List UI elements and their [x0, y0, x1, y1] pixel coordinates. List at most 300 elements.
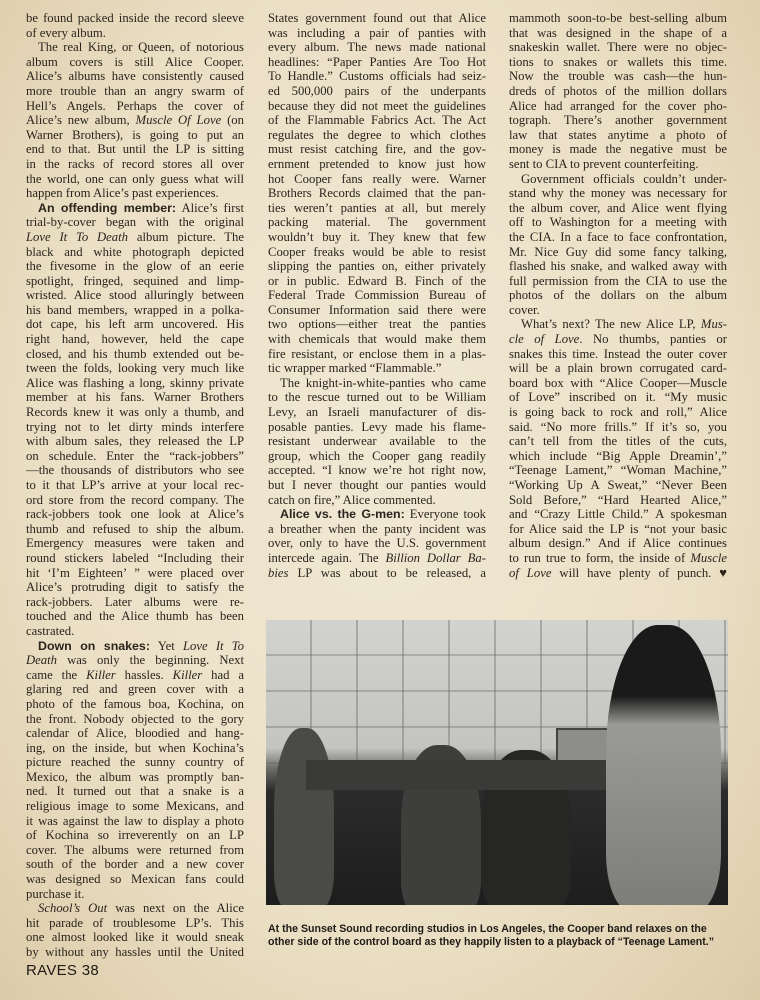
text-run: to run true to form, the inside of — [509, 550, 691, 565]
text-line — [268, 274, 486, 289]
text-line — [26, 332, 244, 347]
text-line — [26, 682, 244, 697]
text-run: States government found out that Alice — [268, 11, 486, 25]
text-run: cover. — [509, 302, 540, 317]
text-run: Alice’s protruding digit to satisfy the — [26, 580, 244, 595]
text-line — [268, 551, 486, 566]
text-run: board box with “Alice Cooper—Muscle — [509, 375, 727, 390]
text-run: had a — [202, 667, 244, 682]
text-line — [268, 245, 486, 260]
text-line — [26, 916, 244, 931]
text-run: snakes this time. Instead the outer cover — [509, 346, 727, 361]
text-run: but I never thought our panties would — [268, 478, 486, 492]
text-run: of every album. — [26, 25, 106, 40]
text-run: picture reached the sunny country of — [26, 755, 244, 770]
text-line — [26, 507, 244, 522]
text-run: packing material. The government — [268, 215, 486, 230]
text-run: album design.” And if Alice continues — [509, 536, 727, 551]
text-line — [509, 288, 727, 303]
text-run: dreds of photos of the million dollars — [509, 83, 727, 98]
text-line — [26, 390, 244, 405]
text-run: Emergency measures were taken and — [26, 536, 244, 551]
text-run: right hand, however, held the cape — [26, 332, 244, 347]
text-run: Government officials couldn’t under- — [521, 171, 727, 186]
text-line — [26, 653, 244, 668]
text-run: one almost looked like it would sneak — [26, 930, 244, 945]
text-line — [509, 215, 727, 230]
text-run: wristed. Alice stood alluringly between — [26, 288, 244, 303]
text-run: calendar of Alice, bloodied and hang- — [26, 726, 244, 741]
text-run: religious image to some Mexicans, and — [26, 799, 244, 814]
text-run: group, which the Cooper gang readily — [268, 448, 486, 463]
text-line — [509, 274, 727, 289]
text-line — [26, 668, 244, 683]
text-run: money is made the negative must be — [509, 142, 727, 157]
text-line — [26, 69, 244, 84]
text-line — [509, 449, 727, 464]
text-line — [268, 55, 486, 70]
text-line — [509, 434, 727, 449]
text-run: tween the folds, looking very much like — [26, 361, 244, 376]
text-line — [268, 405, 486, 420]
text-run: law that states anytime a photo of — [509, 127, 727, 142]
text-line — [26, 230, 244, 245]
text-line — [509, 69, 727, 84]
italic-title: Muscle Of Love — [135, 113, 222, 128]
text-run: trying not to let dirty minds interfere — [26, 419, 244, 434]
text-run: Mr. Nice Guy did some fancy talking, — [509, 244, 727, 259]
text-line — [26, 172, 244, 187]
text-run: with album sales, they released the LP — [26, 434, 244, 449]
text-line — [26, 157, 244, 172]
text-line — [26, 245, 244, 260]
text-line — [26, 843, 244, 858]
text-run: and “Crazy Little Child.” A spokesman — [509, 507, 727, 522]
text-run: is going back to rock and roll,” Alice — [509, 405, 727, 420]
text-line — [26, 945, 244, 960]
text-line — [268, 493, 486, 508]
text-line — [268, 186, 486, 201]
text-run: photos of the dollars on the album — [509, 288, 727, 303]
text-line — [509, 522, 727, 537]
text-line — [268, 128, 486, 143]
section-subhead: Alice vs. the G-men: — [280, 507, 405, 522]
text-line — [26, 770, 244, 785]
text-run: to the rescue turned out to be William — [268, 390, 486, 405]
text-run: ned. It turned out that a snake is a — [26, 784, 244, 799]
text-line — [26, 755, 244, 770]
text-line — [26, 215, 244, 230]
text-line — [268, 434, 486, 449]
text-run: Mexico, the album was promptly ban- — [26, 769, 244, 784]
text-line — [509, 376, 727, 391]
text-run: will have plenty of punch. — [551, 565, 712, 580]
text-run: was designed so Mexican fans could — [26, 872, 244, 887]
text-run: purchase it. — [26, 886, 85, 901]
text-run: round stickers labeled “Including their — [26, 550, 244, 565]
text-line — [26, 478, 244, 493]
text-line — [26, 288, 244, 303]
text-line — [509, 84, 727, 99]
text-run: ing, on the inside, but when Kochina’s — [26, 740, 244, 755]
text-run: Consumer Information said there were — [268, 302, 486, 317]
text-line — [268, 536, 486, 551]
section-subhead: An offending member: — [38, 200, 177, 215]
text-line — [26, 420, 244, 435]
text-run: fire resistant, or enclose them in a plas- — [268, 346, 486, 361]
text-line — [509, 230, 727, 245]
band-studio-photo — [266, 620, 728, 905]
text-run: snakeskin wallet. There were no objec- — [509, 40, 727, 55]
text-run: castrated. — [26, 623, 75, 638]
text-run: Alice’s albums have consistently caused — [26, 69, 244, 84]
text-run: the fivesome in the glow of an eerie — [26, 259, 244, 274]
text-run: accepted. “I know we’re hot right now, — [268, 463, 486, 478]
text-line — [26, 434, 244, 449]
text-line — [26, 726, 244, 741]
text-run: Alice was flashing a long, skinny private — [26, 375, 244, 390]
text-line — [26, 580, 244, 595]
text-line — [509, 26, 727, 41]
italic-title: cle of Love — [509, 332, 580, 347]
text-run: stand why the money was necessary for — [509, 186, 727, 201]
text-line — [26, 99, 244, 114]
text-line — [509, 420, 727, 435]
text-run: dot cape, his left arm uncovered. His — [26, 317, 244, 332]
text-run: the CIA. In a face to face confrontation, — [509, 229, 727, 244]
text-run: hot Cooper fans really were. Warner — [268, 171, 486, 186]
text-line — [509, 536, 727, 551]
text-run: to it that LP’s arrive at your local rec- — [26, 478, 244, 492]
text-line — [26, 303, 244, 318]
italic-title: Mus- — [700, 317, 727, 332]
text-run: member at his fans. Warner Brothers — [26, 390, 244, 405]
text-run: hassles. — [115, 667, 173, 682]
text-line — [26, 828, 244, 843]
text-run: of Kochina so irreverently on an LP — [26, 828, 244, 843]
person-4 — [606, 625, 721, 905]
text-line — [26, 274, 244, 289]
text-line — [268, 26, 486, 41]
article-column-3 — [509, 11, 727, 580]
text-line — [26, 930, 244, 945]
italic-title: Death — [26, 653, 58, 668]
text-run: in the racks of record stores all over — [26, 156, 244, 171]
text-line — [26, 566, 244, 581]
text-run: flashed his snake, and walked away with — [509, 259, 727, 274]
text-run: Sold Before,” “Hard Hearted Alice,” — [509, 492, 727, 507]
text-run: be found packed inside the record sleeve — [26, 11, 244, 25]
text-run: album picture. The — [128, 229, 244, 244]
text-line — [26, 624, 244, 639]
text-run: To Handle.” Customs officials had seiz- — [268, 69, 486, 84]
text-line — [509, 157, 727, 172]
text-line — [268, 361, 486, 376]
text-run: full permission from the CIA to use the — [509, 273, 727, 288]
text-line — [26, 493, 244, 508]
text-line — [268, 230, 486, 245]
text-line — [26, 784, 244, 799]
text-line — [509, 317, 727, 332]
text-line — [26, 113, 244, 128]
text-run: resistant underwear available to the — [268, 434, 486, 449]
text-line — [268, 303, 486, 318]
text-line — [509, 99, 727, 114]
text-line — [26, 11, 244, 26]
text-run: catch on fire,” Alice commented. — [268, 492, 436, 507]
text-run: Everyone took — [404, 507, 486, 522]
text-line — [26, 201, 244, 216]
text-line — [268, 69, 486, 84]
text-run: Records knew it was only a thumb, and — [26, 405, 244, 420]
text-line — [509, 113, 727, 128]
section-subhead: Down on snakes: — [38, 638, 150, 653]
text-run: ties weren’t panties at all, but merely — [268, 200, 486, 215]
text-run: cover. The albums were returned from — [26, 842, 244, 857]
text-line — [26, 142, 244, 157]
text-run: on schedule. Enter the “rack-jobbers” — [26, 448, 244, 463]
text-run: which include “Big Apple Dreamin’,” — [509, 448, 727, 463]
text-run: a breather when the panty incident was — [268, 521, 486, 536]
text-run: Brothers Records claimed that the pan- — [268, 186, 486, 201]
text-run: album covers is still Alice Cooper. — [26, 54, 244, 69]
text-run: said. “No more frills.” If it’s so, you — [509, 419, 727, 434]
text-run: south of the border and a new cover — [26, 857, 244, 872]
text-run: Now the trouble was cash—the hun- — [509, 69, 727, 84]
text-run: was next on the Alice — [107, 901, 244, 916]
text-run: happen from Alice’s past experiences. — [26, 186, 219, 201]
text-line — [268, 478, 486, 493]
text-line — [268, 113, 486, 128]
text-run: wouldn’t buy it. They knew that few — [268, 229, 486, 244]
text-line — [26, 872, 244, 887]
text-run: was including a pair of panties with — [268, 25, 486, 40]
text-run: headlines: “Paper Panties Are Too Hot — [268, 54, 486, 69]
text-line — [268, 157, 486, 172]
text-run: of the Flammable Fabrics Act. The Act — [268, 113, 486, 128]
text-line — [509, 347, 727, 362]
text-line — [509, 551, 727, 566]
italic-title: Billion Dollar Ba- — [385, 550, 486, 565]
text-line — [509, 201, 727, 216]
text-run: The real King, or Queen, of notorious — [38, 40, 244, 55]
text-run: that was designed in the shape of a — [509, 25, 727, 40]
text-run: ord store from the record company. The — [26, 492, 244, 507]
text-line — [26, 361, 244, 376]
text-line — [268, 142, 486, 157]
text-run: rack-jobbers. Later albums were re- — [26, 594, 244, 609]
text-run: the front. Nobody objected to the gory — [26, 711, 244, 726]
text-line — [26, 128, 244, 143]
text-line — [26, 639, 244, 654]
text-run: intercede again. The — [268, 550, 386, 565]
text-line — [509, 405, 727, 420]
text-line — [26, 741, 244, 756]
text-line — [268, 347, 486, 362]
text-line — [268, 376, 486, 391]
text-line — [268, 99, 486, 114]
text-line — [268, 317, 486, 332]
photo-caption: At the Sunset Sound recording studios in Los Angeles, the Cooper band relaxes on the other side of the control board as they happily listen to a playback of “Teenage Lament.” — [268, 923, 715, 948]
italic-title: Muscle — [690, 550, 727, 565]
article-column-2 — [268, 11, 486, 580]
text-line — [26, 595, 244, 610]
text-line — [509, 566, 727, 581]
text-line — [26, 712, 244, 727]
text-line — [509, 259, 727, 274]
text-line — [268, 420, 486, 435]
italic-title: Killer — [172, 667, 203, 682]
text-line — [26, 347, 244, 362]
text-run: can’t tell from the titles of the cuts, — [509, 434, 727, 449]
text-run: “Working Up A Sweat,” “Never Been — [509, 478, 727, 492]
text-line — [26, 609, 244, 624]
heart-icon: ♥ — [719, 565, 727, 580]
text-run: by without any hassles until the United — [26, 945, 244, 959]
text-line — [26, 463, 244, 478]
article-column-1 — [26, 11, 244, 960]
text-run: Levy, an Israeli manufacturer of dis- — [268, 405, 486, 420]
text-run: came the — [26, 667, 87, 682]
text-line — [268, 390, 486, 405]
text-run: for Alice said the LP is “not your basic — [509, 521, 727, 536]
text-line — [26, 55, 244, 70]
text-line — [26, 697, 244, 712]
text-line — [509, 128, 727, 143]
text-line — [26, 887, 244, 902]
text-line — [268, 40, 486, 55]
text-line — [26, 26, 244, 41]
text-line — [268, 84, 486, 99]
text-line — [509, 507, 727, 522]
text-line — [268, 566, 486, 581]
text-run: —the thousands of distributors who see — [26, 463, 244, 478]
text-run: Alice’s first — [176, 200, 244, 215]
text-line — [26, 799, 244, 814]
text-run: . No thumbs, panties or — [579, 332, 727, 347]
text-run: it was against the law to display a photo — [26, 813, 244, 828]
text-run: spotlight, fringed, sequined and limp- — [26, 273, 244, 288]
text-run: or in public. Edward B. Finch of the — [268, 273, 486, 288]
text-run: “Teenage Lament,” “Woman Machine,” — [509, 463, 727, 478]
text-run: black and white photograph depicted — [26, 244, 244, 259]
text-line — [268, 332, 486, 347]
text-run: ernment pretended to know just how — [268, 156, 486, 171]
text-line — [26, 901, 244, 916]
text-line — [509, 493, 727, 508]
text-line — [509, 40, 727, 55]
text-line — [26, 376, 244, 391]
text-line — [509, 303, 727, 318]
text-run: touched and the Alice thumb has been — [26, 609, 244, 624]
text-line — [268, 449, 486, 464]
text-run: two options—either treat the panties — [268, 317, 486, 332]
text-line — [509, 463, 727, 478]
text-line — [509, 186, 727, 201]
text-run: slipping the panties on, either privately — [268, 259, 486, 274]
italic-title: School’s Out — [38, 901, 108, 916]
text-line — [509, 332, 727, 347]
text-run: the album cover, and Alice went flying — [509, 200, 727, 215]
text-run: tic wrapper marked “Flammable.” — [268, 361, 442, 376]
text-line — [268, 507, 486, 522]
italic-title: Love It To Death — [26, 229, 129, 244]
text-run: sent to CIA to prevent counterfeiting. — [509, 156, 699, 171]
text-run: rack-jobbers took one look at Alice’s — [26, 507, 244, 522]
text-run: mammoth soon-to-be best-selling album — [509, 11, 727, 25]
text-line — [26, 40, 244, 55]
text-line — [509, 390, 727, 405]
text-line — [268, 259, 486, 274]
control-board — [306, 760, 636, 790]
text-run: Alice had arranged for the cover pho- — [509, 98, 727, 113]
text-run: What’s next? The new Alice LP, — [521, 317, 701, 332]
text-run: tions to snakes or wallets this time. — [509, 54, 727, 69]
text-run: every album. The news made national — [268, 40, 486, 55]
text-run: posable panties. Levy made his flame- — [268, 419, 486, 434]
text-line — [26, 536, 244, 551]
text-line — [509, 478, 727, 493]
text-line — [268, 522, 486, 537]
text-run: with chemicals that would make them — [268, 332, 486, 347]
text-run: Yet — [149, 638, 183, 653]
text-run: Alice’s new album, — [26, 113, 136, 128]
text-run: must resist catching fire, and the gov- — [268, 142, 486, 157]
text-run: the world, one can only guess what will — [26, 171, 244, 186]
text-run: his band members, wrapped in a polka- — [26, 302, 244, 317]
text-run: will be a plain brown corrugated card- — [509, 361, 727, 376]
person-1 — [274, 728, 334, 905]
text-run: regulates the degree to which clothes — [268, 127, 486, 142]
text-line — [509, 55, 727, 70]
text-run: photo of the famous boa, Kochina, on — [26, 696, 244, 711]
text-run: hit ‘I’m Eighteen’ ” were placed over — [26, 565, 244, 580]
text-line — [26, 522, 244, 537]
text-line — [26, 814, 244, 829]
text-run: closed, and his thumb extended out be- — [26, 346, 244, 361]
text-line — [26, 405, 244, 420]
text-run: because they did not meet the guidelines — [268, 98, 486, 113]
text-line — [268, 463, 486, 478]
text-run: thumb and refused to ship the album. — [26, 521, 244, 536]
text-line — [509, 245, 727, 260]
text-run: glaring red and green cover with a — [26, 682, 244, 697]
italic-title: Killer — [86, 667, 116, 682]
text-run: Hell’s Angels. Perhaps the cover of — [26, 98, 244, 113]
text-line — [26, 84, 244, 99]
text-run: (on — [221, 113, 244, 128]
text-run: end to that. But until the LP is sitting — [26, 142, 244, 157]
text-line — [509, 142, 727, 157]
text-line — [26, 317, 244, 332]
italic-title: bies — [268, 565, 289, 580]
text-run: of Love” inscribed on it. “My music — [509, 390, 727, 405]
text-run: ed 500,000 pairs of the underpants — [268, 83, 486, 98]
text-run: was only the beginning. Next — [57, 653, 244, 668]
text-run: tograph. There’s another government — [509, 113, 727, 128]
text-run: The knight-in-white-panties who came — [280, 375, 486, 390]
text-run: hit parade of troublesome LP’s. This — [26, 915, 244, 930]
text-line — [26, 259, 244, 274]
page-folio: RAVES 38 — [26, 962, 99, 979]
text-run: trial-by-cover began with the original — [26, 215, 244, 230]
text-line — [268, 288, 486, 303]
text-line — [268, 11, 486, 26]
text-line — [26, 449, 244, 464]
text-run: Warner Brothers), is going to put an — [26, 127, 244, 142]
text-line — [268, 215, 486, 230]
text-run: more trouble than an angry swarm of — [26, 83, 244, 98]
